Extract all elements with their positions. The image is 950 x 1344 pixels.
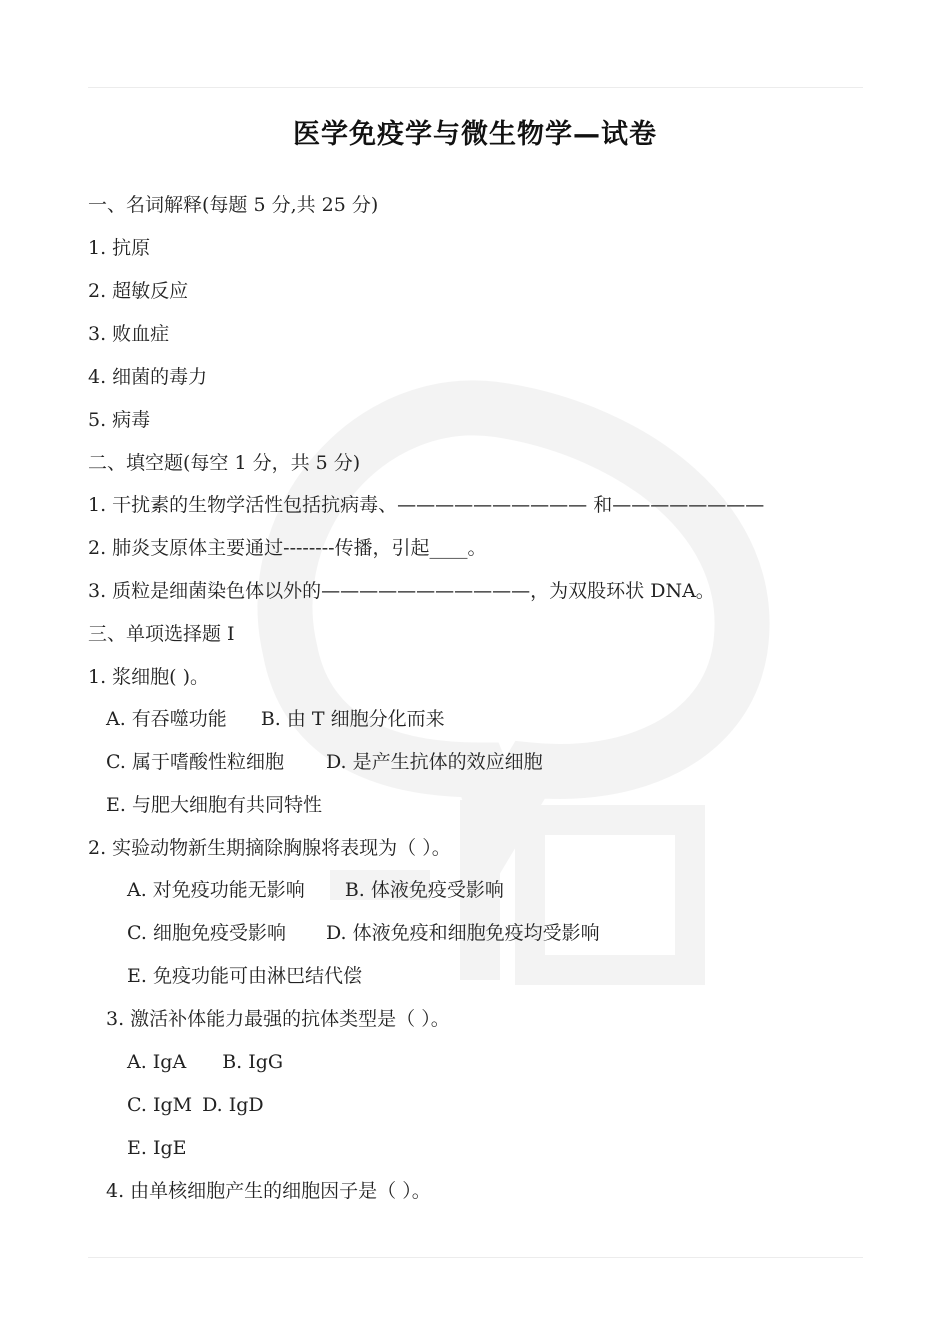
option-d: D. IgD <box>202 1094 264 1116</box>
question-1-stem: 1. 浆细胞( )。 <box>88 666 210 688</box>
option-d: D. 是产生抗体的效应细胞 <box>325 751 543 773</box>
question-2-options-cd <box>127 920 600 946</box>
term-item: 1. 抗原 <box>88 237 151 259</box>
question-2-stem: 2. 实验动物新生期摘除胸腺将表现为（ ）。 <box>88 837 451 859</box>
question-1-options-ab <box>106 706 445 732</box>
term-item: 5. 病毒 <box>88 409 151 431</box>
header-rule <box>88 87 863 88</box>
question-1-option-e: E. 与肥大细胞有共同特性 <box>106 794 322 816</box>
question-2-option-e: E. 免疫功能可由淋巴结代偿 <box>127 965 362 987</box>
option-b: B. IgG <box>222 1051 284 1073</box>
question-4-stem: 4. 由单核细胞产生的细胞因子是（ ）。 <box>106 1180 431 1202</box>
fill-blank-item: 3. 质粒是细菌染色体以外的———————————，为双股环状 DNA。 <box>88 580 715 602</box>
option-d: D. 体液免疫和细胞免疫均受影响 <box>325 922 600 944</box>
option-c: C. IgM <box>127 1094 193 1116</box>
term-item: 2. 超敏反应 <box>88 280 189 302</box>
fill-blank-item: 2. 肺炎支原体主要通过--------传播，引起____。 <box>88 537 487 559</box>
section3-heading: 三、单项选择题 I <box>88 623 235 645</box>
question-2-options-ab <box>127 877 504 903</box>
option-b: B. 由 T 细胞分化而来 <box>260 708 445 730</box>
section1-heading: 一、名词解释(每题 5 分,共 25 分) <box>88 194 379 216</box>
option-a: A. 有吞噬功能 <box>106 708 227 730</box>
page-title: 医学免疫学与微生物学—试卷 <box>293 119 657 150</box>
question-3-options-cd <box>127 1092 264 1118</box>
footer-rule <box>88 1257 863 1258</box>
question-3-option-e: E. IgE <box>127 1137 187 1159</box>
option-a: A. 对免疫功能无影响 <box>127 879 305 901</box>
question-1-options-cd <box>106 749 543 775</box>
option-b: B. 体液免疫受影响 <box>344 879 504 901</box>
question-3-options-ab <box>127 1049 283 1075</box>
fill-blank-item: 1. 干扰素的生物学活性包括抗病毒、—————————— 和———————— <box>88 494 765 516</box>
option-a: A. IgA <box>127 1051 187 1073</box>
section2-heading: 二、填空题(每空 1 分，共 5 分) <box>88 452 361 474</box>
option-c: C. 细胞免疫受影响 <box>127 922 286 944</box>
question-3-stem: 3. 激活补体能力最强的抗体类型是（ ）。 <box>106 1008 450 1030</box>
term-item: 4. 细菌的毒力 <box>88 366 208 388</box>
option-c: C. 属于嗜酸性粒细胞 <box>106 751 284 773</box>
term-item: 3. 败血症 <box>88 323 170 345</box>
